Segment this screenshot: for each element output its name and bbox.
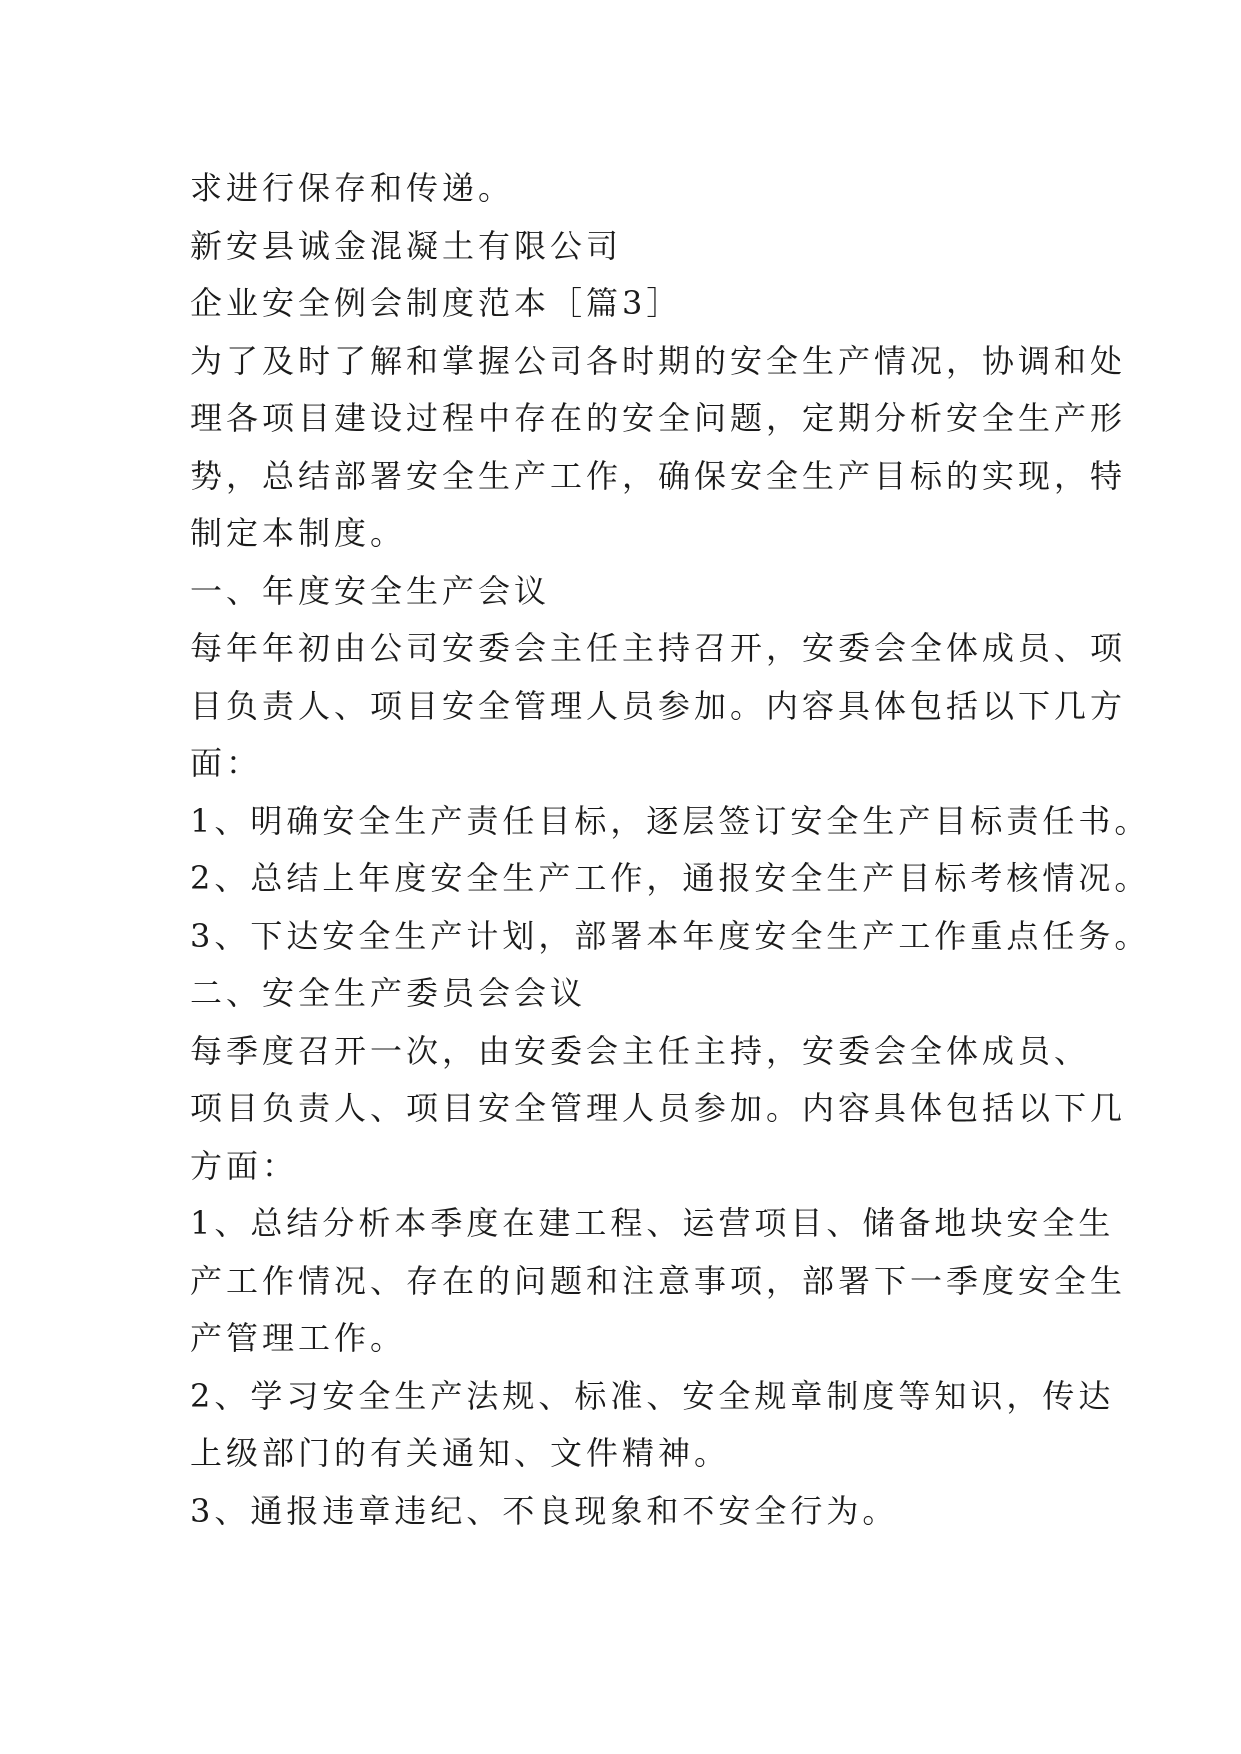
heading-annual-meeting: 一、年度安全生产会议 xyxy=(190,571,551,610)
text-line: 产工作情况、存在的问题和注意事项，部署下一季度安全生 xyxy=(190,1261,1127,1300)
text-line: 理各项目建设过程中存在的安全问题，定期分析安全生产形 xyxy=(190,399,1127,437)
text-line: 制定本制度。 xyxy=(190,514,407,552)
text-line: 每年年初由公司安委会主任主持召开，安委会全体成员、项 xyxy=(190,629,1127,667)
company-name: 新安县诚金混凝土有限公司 xyxy=(190,226,623,265)
text-line: 面： xyxy=(190,744,263,782)
text-line: 上级部门的有关通知、文件精神。 xyxy=(190,1434,731,1472)
list-item: 3、通报违章违纪、不良现象和不安全行为。 xyxy=(190,1491,899,1530)
list-item: 1、明确安全生产责任目标，逐层签订安全生产目标责任书。 xyxy=(190,801,1151,840)
list-item: 2、学习安全生产法规、标准、安全规章制度等知识，传达 xyxy=(190,1376,1115,1415)
text-line: 方面： xyxy=(190,1146,299,1185)
text-line: 每季度召开一次，由安委会主任主持，安委会全体成员、 xyxy=(190,1031,1091,1070)
heading-committee-meeting: 二、安全生产委员会会议 xyxy=(190,974,587,1012)
list-item: 2、总结上年度安全生产工作，通报安全生产目标考核情况。 xyxy=(190,859,1151,897)
text-line: 目负责人、项目安全管理人员参加。内容具体包括以下几方 xyxy=(190,686,1127,725)
text-line: 为了及时了解和掌握公司各时期的安全生产情况，协调和处 xyxy=(190,341,1127,380)
section-title: 企业安全例会制度范本［篇3］ xyxy=(190,284,683,322)
text-line: 求进行保存和传递。 xyxy=(190,169,515,207)
text-line: 产管理工作。 xyxy=(190,1319,407,1357)
list-item: 3、下达安全生产计划，部署本年度安全生产工作重点任务。 xyxy=(190,916,1151,955)
text-line: 势，总结部署安全生产工作，确保安全生产目标的实现，特 xyxy=(190,456,1127,495)
document-body xyxy=(190,160,1151,1540)
list-item: 1、总结分析本季度在建工程、运营项目、储备地块安全生 xyxy=(190,1204,1115,1242)
text-line: 项目负责人、项目安全管理人员参加。内容具体包括以下几 xyxy=(190,1089,1127,1127)
